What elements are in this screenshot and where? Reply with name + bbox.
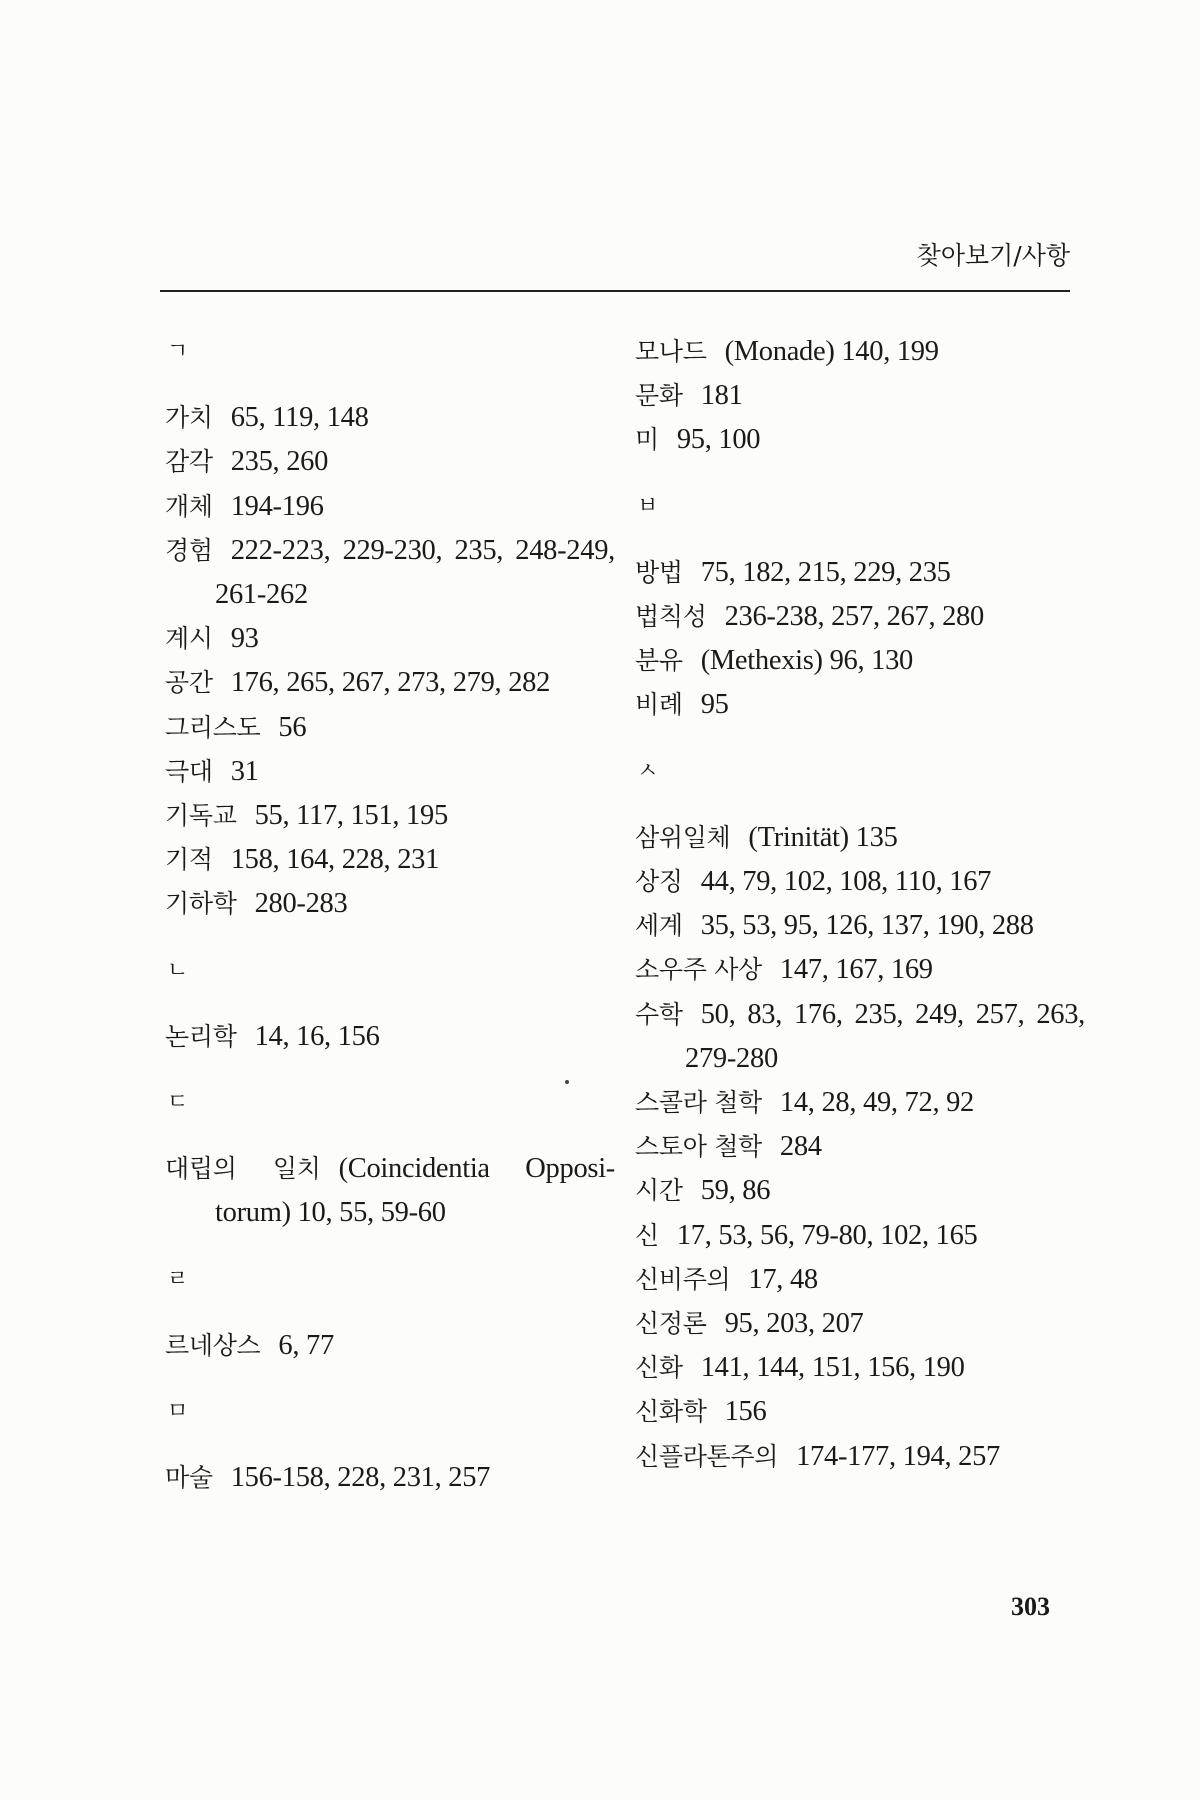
index-group xyxy=(165,1390,615,1500)
index-term: 논리학 xyxy=(165,1021,237,1051)
index-term: 신비주의 xyxy=(635,1264,731,1294)
index-term: 경험 xyxy=(165,535,213,565)
index-pages: 176, 265, 267, 273, 279, 282 xyxy=(230,667,551,699)
index-pages: 93 xyxy=(230,623,259,655)
page-number: 303 xyxy=(1011,1592,1050,1621)
index-pages: (Methexis) 96, 130 xyxy=(700,645,913,677)
index-pages: 156 xyxy=(724,1396,767,1428)
index-pages: 59, 86 xyxy=(700,1175,771,1207)
index-term: 계시 xyxy=(165,624,213,654)
index-entry xyxy=(635,374,1085,418)
section-letter: ㅁ xyxy=(167,1399,189,1424)
index-group xyxy=(165,1258,615,1368)
index-group xyxy=(165,949,615,1059)
index-pages: 55, 117, 151, 195 xyxy=(254,800,448,832)
index-pages: 31 xyxy=(230,755,259,787)
index-pages: 181 xyxy=(700,380,743,412)
index-pages: (Monade) 140, 199 xyxy=(724,336,939,367)
header-rule xyxy=(160,290,1070,292)
index-term: 신화 xyxy=(635,1353,683,1383)
index-group xyxy=(165,1081,615,1236)
index-pages: 50, 83, 176, 235, 249, 257, 263, 279-280 xyxy=(685,998,1085,1074)
index-pages: 56 xyxy=(278,711,307,743)
index-term: 분유 xyxy=(635,646,683,676)
index-term: 삼위일체 xyxy=(635,822,731,852)
index-term: 신정론 xyxy=(635,1309,707,1339)
index-pages: 147, 167, 169 xyxy=(779,954,933,986)
index-pages: 284 xyxy=(779,1131,822,1163)
index-term: 신화학 xyxy=(635,1397,707,1427)
index-term: 기하학 xyxy=(165,889,237,919)
index-term: 대립의 일치 xyxy=(165,1154,321,1184)
index-entry xyxy=(165,1456,615,1500)
index-term: 비례 xyxy=(635,690,683,720)
index-entry xyxy=(165,1324,615,1368)
section-letter: ㅂ xyxy=(637,493,659,519)
index-pages: 14, 16, 156 xyxy=(254,1020,380,1052)
index-term: 신 xyxy=(635,1220,659,1250)
index-entry xyxy=(635,1169,1085,1213)
index-term: 미 xyxy=(635,425,659,455)
section-letter: ㅅ xyxy=(637,758,659,784)
index-entry xyxy=(635,993,1085,1081)
index-term: 르네상스 xyxy=(165,1330,261,1360)
index-entry xyxy=(635,1302,1085,1346)
index-entry xyxy=(635,1435,1085,1479)
index-term: 세계 xyxy=(635,911,683,941)
index-pages: 6, 77 xyxy=(278,1329,334,1361)
index-pages: 35, 53, 95, 126, 137, 190, 288 xyxy=(700,910,1034,942)
index-column-right xyxy=(635,330,1085,1479)
index-entry xyxy=(635,860,1085,904)
index-entry xyxy=(165,882,615,926)
index-term: 개체 xyxy=(165,491,213,521)
index-pages: 95, 203, 207 xyxy=(724,1308,864,1340)
section-letter: ㄹ xyxy=(167,1266,189,1292)
index-pages: 158, 164, 228, 231 xyxy=(230,844,440,876)
index-entry xyxy=(165,661,615,705)
index-entry xyxy=(635,816,1085,860)
index-entry xyxy=(165,440,615,484)
index-term: 마술 xyxy=(165,1463,213,1493)
index-entry xyxy=(635,639,1085,683)
index-pages: 236-238, 257, 267, 280 xyxy=(724,601,984,632)
index-term: 상징 xyxy=(635,867,683,896)
index-pages: 222-223, 229-230, 235, 248-249, 261-262 xyxy=(215,534,615,610)
index-group xyxy=(165,330,615,927)
index-term: 극대 xyxy=(165,756,213,786)
index-entry xyxy=(635,1214,1085,1258)
index-group xyxy=(635,750,1085,1479)
index-entry xyxy=(635,1081,1085,1125)
index-entry xyxy=(165,1015,615,1059)
index-entry xyxy=(165,706,615,750)
index-entry xyxy=(635,904,1085,948)
index-pages: 17, 53, 56, 79-80, 102, 165 xyxy=(676,1219,978,1251)
section-letter: ㄷ xyxy=(167,1090,189,1116)
index-term: 감각 xyxy=(165,447,213,477)
index-term: 스콜라 철학 xyxy=(635,1088,762,1118)
section-letter: ㄱ xyxy=(167,339,189,364)
index-pages: (Coincidentia Opposi-torum) 10, 55, 59-60 xyxy=(215,1153,615,1229)
index-entry xyxy=(635,683,1085,727)
index-pages: 141, 144, 151, 156, 190 xyxy=(700,1352,965,1384)
index-term: 법칙성 xyxy=(635,602,707,631)
index-column-left xyxy=(165,330,615,1500)
index-entry xyxy=(635,1125,1085,1169)
index-entry xyxy=(165,750,615,794)
index-entry xyxy=(635,1346,1085,1390)
index-term: 기적 xyxy=(165,845,213,875)
index-term: 수학 xyxy=(635,999,683,1029)
index-entry xyxy=(165,838,615,882)
section-letter: ㄴ xyxy=(167,957,189,983)
index-pages: 17, 48 xyxy=(748,1263,818,1295)
index-entry xyxy=(635,330,1085,374)
index-pages: 156-158, 228, 231, 257 xyxy=(230,1462,491,1494)
index-entry xyxy=(635,1390,1085,1434)
index-pages: 95, 100 xyxy=(676,424,761,456)
index-term: 기독교 xyxy=(165,801,237,831)
stray-mark xyxy=(565,1080,569,1084)
index-group xyxy=(635,330,1085,463)
index-term: 스토아 철학 xyxy=(635,1132,762,1162)
index-term: 가치 xyxy=(165,403,213,433)
index-group xyxy=(635,485,1085,728)
index-pages: 280-283 xyxy=(254,888,348,920)
index-entry xyxy=(165,485,615,529)
index-entry xyxy=(165,529,615,617)
index-pages: (Trinität) 135 xyxy=(748,821,898,853)
index-pages: 174-177, 194, 257 xyxy=(796,1440,1001,1472)
index-entry xyxy=(635,418,1085,462)
index-term: 방법 xyxy=(635,557,683,587)
index-term: 시간 xyxy=(635,1176,683,1206)
index-pages: 194-196 xyxy=(230,490,324,522)
index-pages: 95 xyxy=(700,689,729,721)
index-entry xyxy=(165,617,615,661)
index-term: 모나드 xyxy=(635,337,707,366)
index-entry xyxy=(165,794,615,838)
index-pages: 75, 182, 215, 229, 235 xyxy=(700,556,951,588)
index-entry xyxy=(635,551,1085,595)
index-entry xyxy=(635,595,1085,639)
index-pages: 44, 79, 102, 108, 110, 167 xyxy=(700,866,992,897)
index-entry xyxy=(635,1258,1085,1302)
index-entry xyxy=(635,948,1085,992)
index-entry xyxy=(165,1147,615,1235)
index-term: 그리스도 xyxy=(165,712,261,742)
index-pages: 14, 28, 49, 72, 92 xyxy=(779,1087,975,1119)
index-term: 문화 xyxy=(635,381,683,411)
index-pages: 235, 260 xyxy=(230,446,329,478)
index-entry xyxy=(165,396,615,440)
index-term: 공간 xyxy=(165,668,213,698)
index-term: 신플라톤주의 xyxy=(635,1441,779,1471)
index-pages: 65, 119, 148 xyxy=(230,402,369,434)
index-term: 소우주 사상 xyxy=(635,955,762,985)
running-header: 찾아보기/사항 xyxy=(916,241,1070,270)
